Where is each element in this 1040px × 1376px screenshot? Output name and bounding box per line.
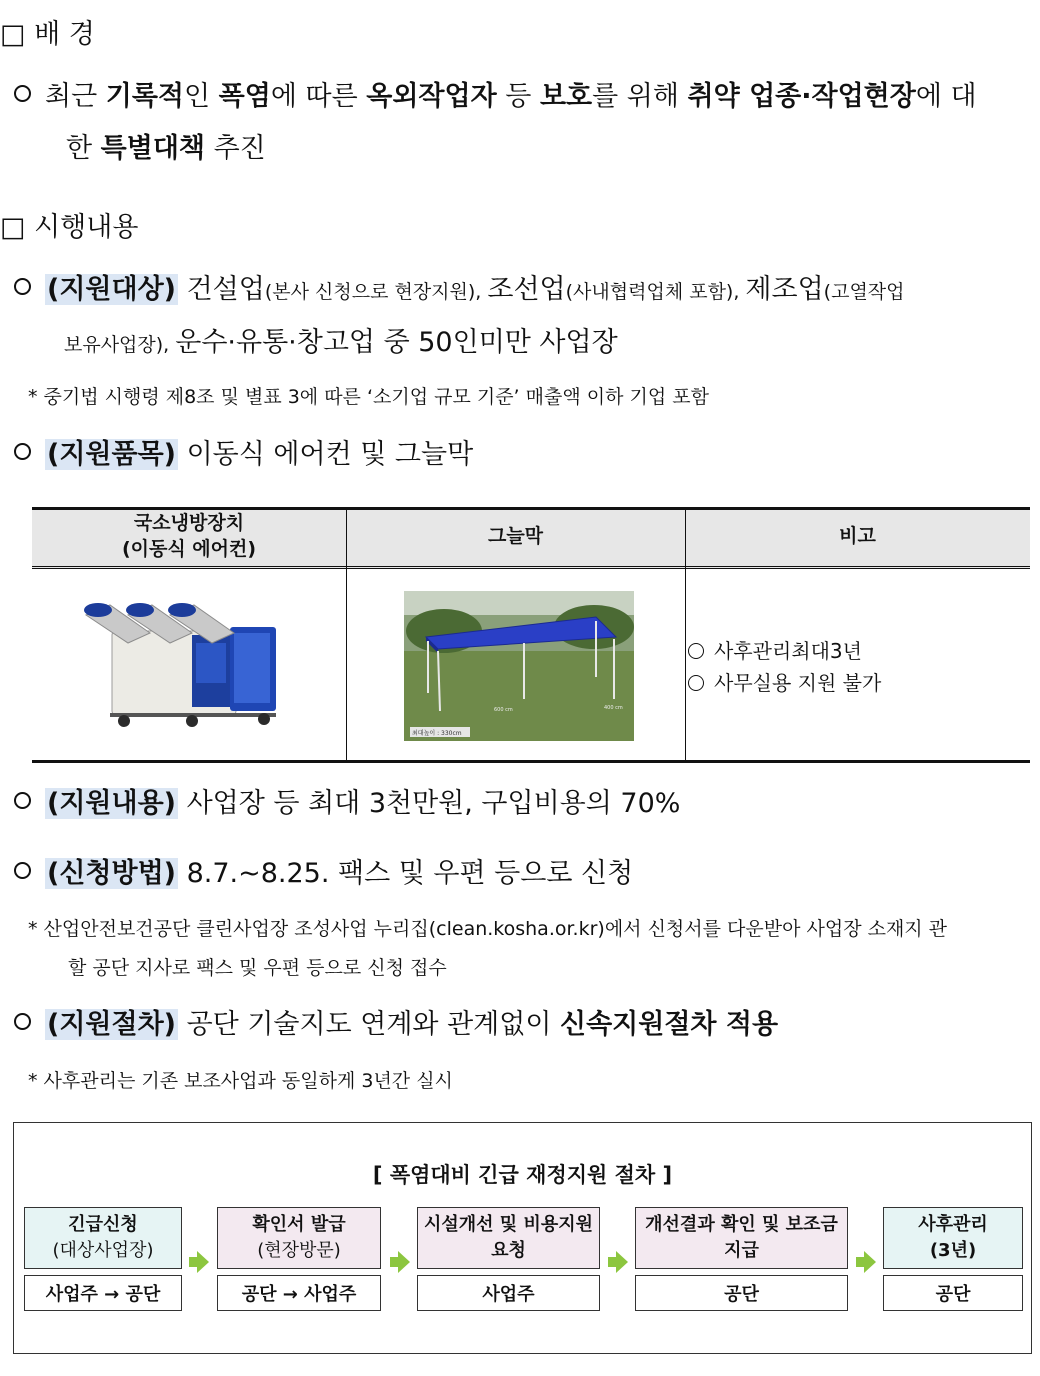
circle-bullet-icon bbox=[14, 443, 31, 460]
circle-bullet-icon bbox=[688, 643, 704, 659]
background-line1: 최근 기록적인 폭염에 따른 옥외작업자 등 보호를 위해 취약 업종·작업현장에 대 bbox=[14, 80, 977, 114]
process-title: [ 폭염대비 긴급 재정지원 절차 ] bbox=[372, 1163, 673, 1187]
header-shade: 그늘막 bbox=[487, 525, 544, 547]
circle-bullet-icon bbox=[14, 862, 31, 879]
remarks-cell bbox=[688, 635, 881, 699]
circle-bullet-icon bbox=[14, 85, 31, 102]
application-method-note1: * 산업안전보건공단 클린사업장 조성사업 누리집(clean.kosha.or.kr)에서 신청서를 다운받아 사업장 소재지 관 bbox=[28, 918, 948, 940]
application-method-line: (신청방법) 8.7.~8.25. 팩스 및 우편 등으로 신청 bbox=[14, 857, 633, 891]
circle-bullet-icon bbox=[14, 278, 31, 295]
support-items-line: (지원품목) 이동식 에어컨 및 그늘막 bbox=[14, 438, 473, 472]
arrow-right-icon bbox=[187, 1251, 209, 1273]
support-procedure-line: (지원절차) 공단 기술지도 연계와 관계없이 신속지원절차 적용 bbox=[14, 1008, 778, 1042]
shade-tent-image bbox=[404, 591, 634, 741]
remark-item: 사무실용 지원 불가 bbox=[688, 667, 881, 699]
support-target-line2: 보유사업장), 운수·유통·창고업 중 50인미만 사업장 bbox=[64, 327, 618, 358]
arrow-right-icon bbox=[606, 1251, 628, 1273]
section-background-title: □ 배 경 bbox=[0, 19, 95, 50]
support-target-line1: (지원대상) 건설업(본사 신청으로 현장지원), 조선업(사내협력업체 포함), 제조업(고열작업 bbox=[14, 273, 905, 309]
svg-text:최대높이 : 330cm: 최대높이 : 330cm bbox=[412, 730, 462, 737]
arrow-right-icon bbox=[854, 1251, 876, 1273]
remark-item: 사후관리최대3년 bbox=[688, 635, 881, 667]
application-method-note2: 할 공단 지사로 팩스 및 우편 등으로 신청 접수 bbox=[68, 957, 447, 979]
support-procedure-note: * 사후관리는 기존 보조사업과 동일하게 3년간 실시 bbox=[28, 1070, 453, 1092]
circle-bullet-icon bbox=[688, 675, 704, 691]
section-implementation-title: □ 시행내용 bbox=[0, 212, 139, 243]
support-target-note: * 중기법 시행령 제8조 및 별표 3에 따른 ‘소기업 규모 기준’ 매출액 이하 기업 포함 bbox=[28, 386, 709, 408]
circle-bullet-icon bbox=[14, 792, 31, 809]
support-items-table bbox=[32, 507, 1030, 763]
support-content-line: (지원내용) 사업장 등 최대 3천만원, 구입비용의 70% bbox=[14, 787, 680, 821]
svg-text:400 cm: 400 cm bbox=[604, 705, 623, 711]
arrow-right-icon bbox=[388, 1251, 410, 1273]
svg-text:600 cm: 600 cm bbox=[494, 707, 513, 713]
header-remarks: 비고 bbox=[839, 525, 876, 547]
circle-bullet-icon bbox=[14, 1013, 31, 1030]
header-aircon: 국소냉방장치 (이동식 에어컨) bbox=[121, 512, 257, 560]
background-line2: 한 특별대책 추진 bbox=[66, 133, 266, 164]
emergency-support-process: [ 폭염대비 긴급 재정지원 절차 ] 긴급신청 (대상사업장) 사업주 → 공단 확인서 발급 (현장방문) 공단 → 사업주 시설개선 및 비용지원 요청 사업주 개선결과 확인 및 보조금 지급 공단 사후관리 (3년) 공단 bbox=[13, 1122, 1032, 1354]
portable-aircon-image bbox=[80, 597, 280, 729]
